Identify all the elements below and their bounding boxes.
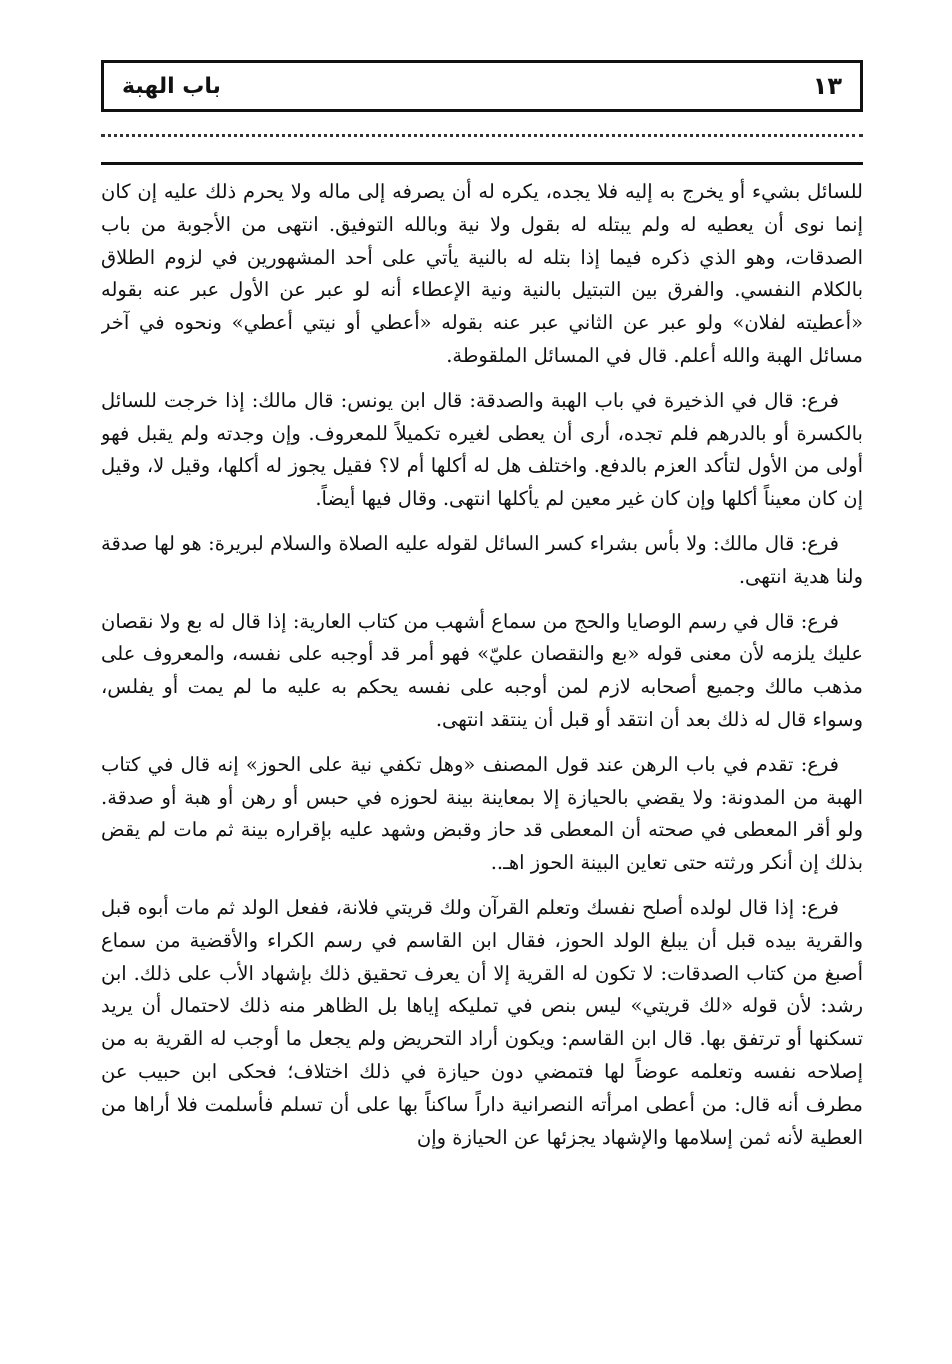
paragraph-far-ariya: فرع: قال في رسم الوصايا والحج من سماع أشهب من كتاب العارية: إذا قال له بع ولا نقصان عليك يلزمه لأن معنى قوله «بع والنقصان عليّ» فهو أمر قد أوجبه على نفسه، والمعروف على مذهب مالك وجميع أصحابه لازم لمن أوجبه على نفسه يحكم به عليه ما لم يمت أو يفلس، وسواء قال له ذلك بعد أن انتقد أو قبل أن ينتقد انتهى.: [101, 609, 863, 731]
page-number: ١٣: [812, 72, 842, 100]
dotted-divider: [101, 134, 863, 137]
running-header: [101, 60, 863, 112]
paragraph-far-rahn: فرع: تقدم في باب الرهن عند قول المصنف «وهل تكفي نية على الحوز» إنه قال في كتاب الهبة من المدونة: ولا يقضي بالحيازة إلا بمعاينة بينة لحوزه في حبس أو رهن أو هبة أو صدقة. ولو أقر المعطى في صحته أن المعطى قد حاز وقبض وشهد عليه بإقراره بينة ثم مات لم يقض بذلك إن أنكر ورثته حتى تعاين البينة الحوز اهـ..: [101, 752, 863, 875]
paragraph-far-walad: فرع: إذا قال لولده أصلح نفسك وتعلم القرآن ولك قريتي فلانة، ففعل الولد ثم مات أبوه قبل والقرية بيده قبل أن يبلغ الولد الحوز، فقال ابن القاسم في رسم الكراء والأقضية من سماع أصبغ من كتاب الصدقات: لا تكون له القرية إلا أن يعرف تحقيق ذلك بإشهاد الأب على ذلك. ابن رشد: لأن قوله «لك قريتي» ليس بنص في تمليكه إياها بل الظاهر منه ذلك لاحتمال أن يريد تسكنها أو ترتفق بها. قال ابن القاسم: ويكون أراد التحريض ولم يجعل ما أوجب له القرية به من إصلاحه نفسه وتعلمه عوضاً لها فتمضي دون حيازة في ذلك اختلاف؛ فحكى ابن حبيب عن مطرف أنه قال: من أعطى امرأته النصرانية داراً ساكناً بها على أن تسلم فأسلمت فلا أراها من العطية لأنه ثمن إسلامها والإشهاد يجزئها عن الحيازة وإن: [101, 895, 863, 1149]
paragraph-far-dhakhira: فرع: قال في الذخيرة في باب الهبة والصدقة: قال ابن يونس: قال مالك: إذا خرجت للسائل بالكسرة أو بالدرهم فلم تجده، أرى أن يعطى لغيره تكميلاً للمعروف. وإن وجدته ولم يقبل فهو أولى من الأول لتأكد العزم بالدفع. واختلف هل له أكلها أم لا؟ فقيل يجوز له أكلها، وقيل لا، وقيل إن كان معيناً أكلها وإن كان غير معين لم يأكلها انتهى. وقال فيها أيضاً.: [101, 388, 863, 511]
solid-divider: [101, 162, 863, 165]
paragraph-continuation: للسائل بشيء أو يخرج به إليه فلا يجده، يكره له أن يصرفه إلى ماله ولا يحرم ذلك عليه إن كان إنما نوى أن يعطيه له ولم يبتله له بقول ولا نية وبالله التوفيق. انتهى من الأجوبة من باب الصدقات، وهو الذي ذكره فيما إذا بتله له بالنية يأتي على أحد المشهورين في لزوم الطلاق بالكلام النفسي. والفرق بين التبتيل بالنية ونية الإعطاء أنه لو عبر عن الأول عبر عنه بقوله «أعطيته لفلان» ولو عبر عن الثاني عبر عنه بقوله «أعطي أو نيتي أعطي» ونحوه في آخر مسائل الهبة والله أعلم. قال في المسائل الملقوطة.: [101, 180, 863, 367]
paragraph-far-malik: فرع: قال مالك: ولا بأس بشراء كسر السائل لقوله عليه الصلاة والسلام لبريرة: هو لها صدقة ولنا هدية انتهى.: [101, 531, 863, 588]
chapter-title: باب الهبة: [122, 73, 221, 99]
page-body: [101, 176, 863, 1356]
